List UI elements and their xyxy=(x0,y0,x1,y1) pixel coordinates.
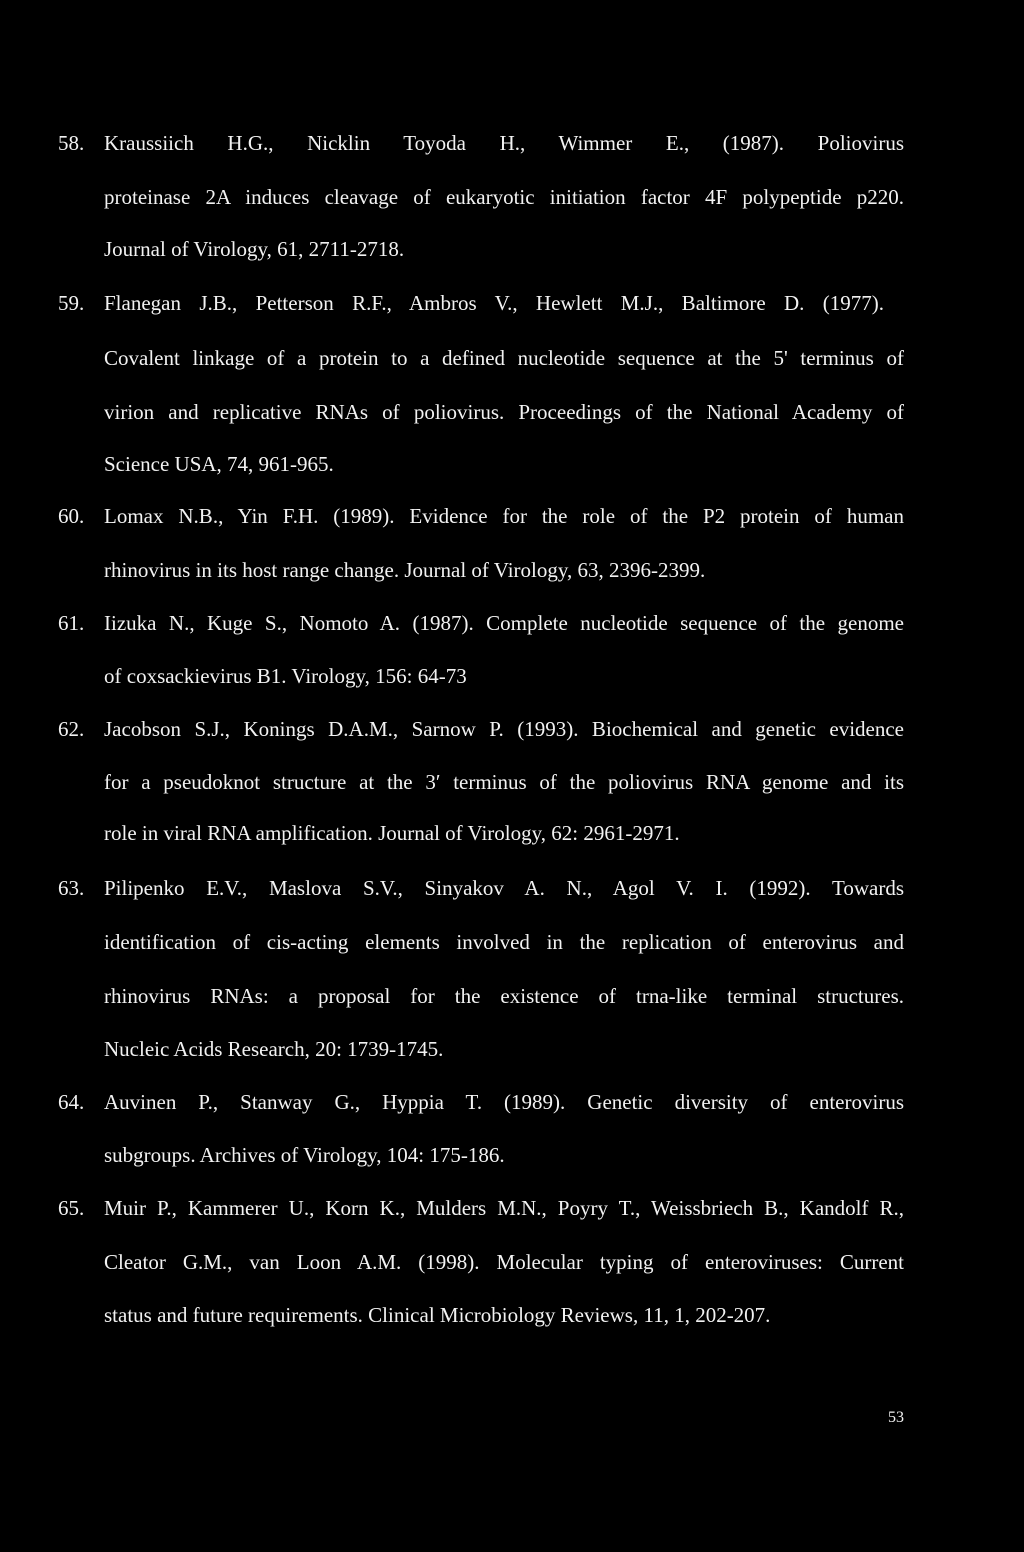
reference-line: role in viral RNA amplification. Journal of Virology, 62: 2961-2971. xyxy=(104,821,680,845)
reference-line: status and future requirements. Clinical Microbiology Reviews, 11, 1, 202-207. xyxy=(104,1303,771,1327)
reference-line: Covalent linkage of a protein to a defined nucleotide sequence at the 5' terminus of xyxy=(104,346,904,370)
reference-line: virion and replicative RNAs of poliovirus. Proceedings of the National Academy of xyxy=(104,400,904,424)
reference-number: 59. xyxy=(58,291,85,315)
reference-line: of coxsackievirus B1. Virology, 156: 64-73 xyxy=(104,664,467,688)
reference-number: 58. xyxy=(58,131,85,155)
reference-line: Flanegan J.B., Petterson R.F., Ambros V., Hewlett M.J., Baltimore D. (1977). xyxy=(104,291,884,315)
reference-line: identification of cis-acting elements involved in the replication of enterovirus and xyxy=(104,930,904,954)
reference-number: 60. xyxy=(58,504,85,528)
reference-number: 65. xyxy=(58,1196,85,1220)
reference-line: Muir P., Kammerer U., Korn K., Mulders M.N., Poyry T., Weissbriech B., Kandolf R., xyxy=(104,1196,904,1220)
reference-line: Iizuka N., Kuge S., Nomoto A. (1987). Complete nucleotide sequence of the genome xyxy=(104,611,904,635)
reference-number: 62. xyxy=(58,717,85,741)
reference-line: rhinovirus in its host range change. Journal of Virology, 63, 2396-2399. xyxy=(104,558,706,582)
reference-line: Journal of Virology, 61, 2711-2718. xyxy=(104,237,405,261)
reference-line: Cleator G.M., van Loon A.M. (1998). Molecular typing of enteroviruses: Current xyxy=(104,1250,904,1274)
reference-line: subgroups. Archives of Virology, 104: 175-186. xyxy=(104,1143,505,1167)
reference-line: proteinase 2A induces cleavage of eukaryotic initiation factor 4F polypeptide p220. xyxy=(104,185,904,209)
reference-line: Nucleic Acids Research, 20: 1739-1745. xyxy=(104,1037,444,1061)
reference-number: 64. xyxy=(58,1090,85,1114)
page-number: 53 xyxy=(888,1409,904,1426)
reference-line: Pilipenko E.V., Maslova S.V., Sinyakov A. N., Agol V. I. (1992). Towards xyxy=(104,876,904,900)
reference-line: Auvinen P., Stanway G., Hyppia T. (1989). Genetic diversity of enterovirus xyxy=(104,1090,904,1114)
reference-number: 63. xyxy=(58,876,85,900)
reference-line: rhinovirus RNAs: a proposal for the existence of trna-like terminal structures. xyxy=(104,984,904,1008)
reference-line: for a pseudoknot structure at the 3′ terminus of the poliovirus RNA genome and its xyxy=(104,770,904,794)
reference-line: Lomax N.B., Yin F.H. (1989). Evidence for the role of the P2 protein of human xyxy=(104,504,904,528)
reference-number: 61. xyxy=(58,611,85,635)
reference-line: Jacobson S.J., Konings D.A.M., Sarnow P. (1993). Biochemical and genetic evidence xyxy=(104,717,904,741)
reference-line: Science USA, 74, 961-965. xyxy=(104,452,334,476)
reference-line: Kraussiich H.G., Nicklin Toyoda H., Wimmer E., (1987). Poliovirus xyxy=(104,131,904,155)
